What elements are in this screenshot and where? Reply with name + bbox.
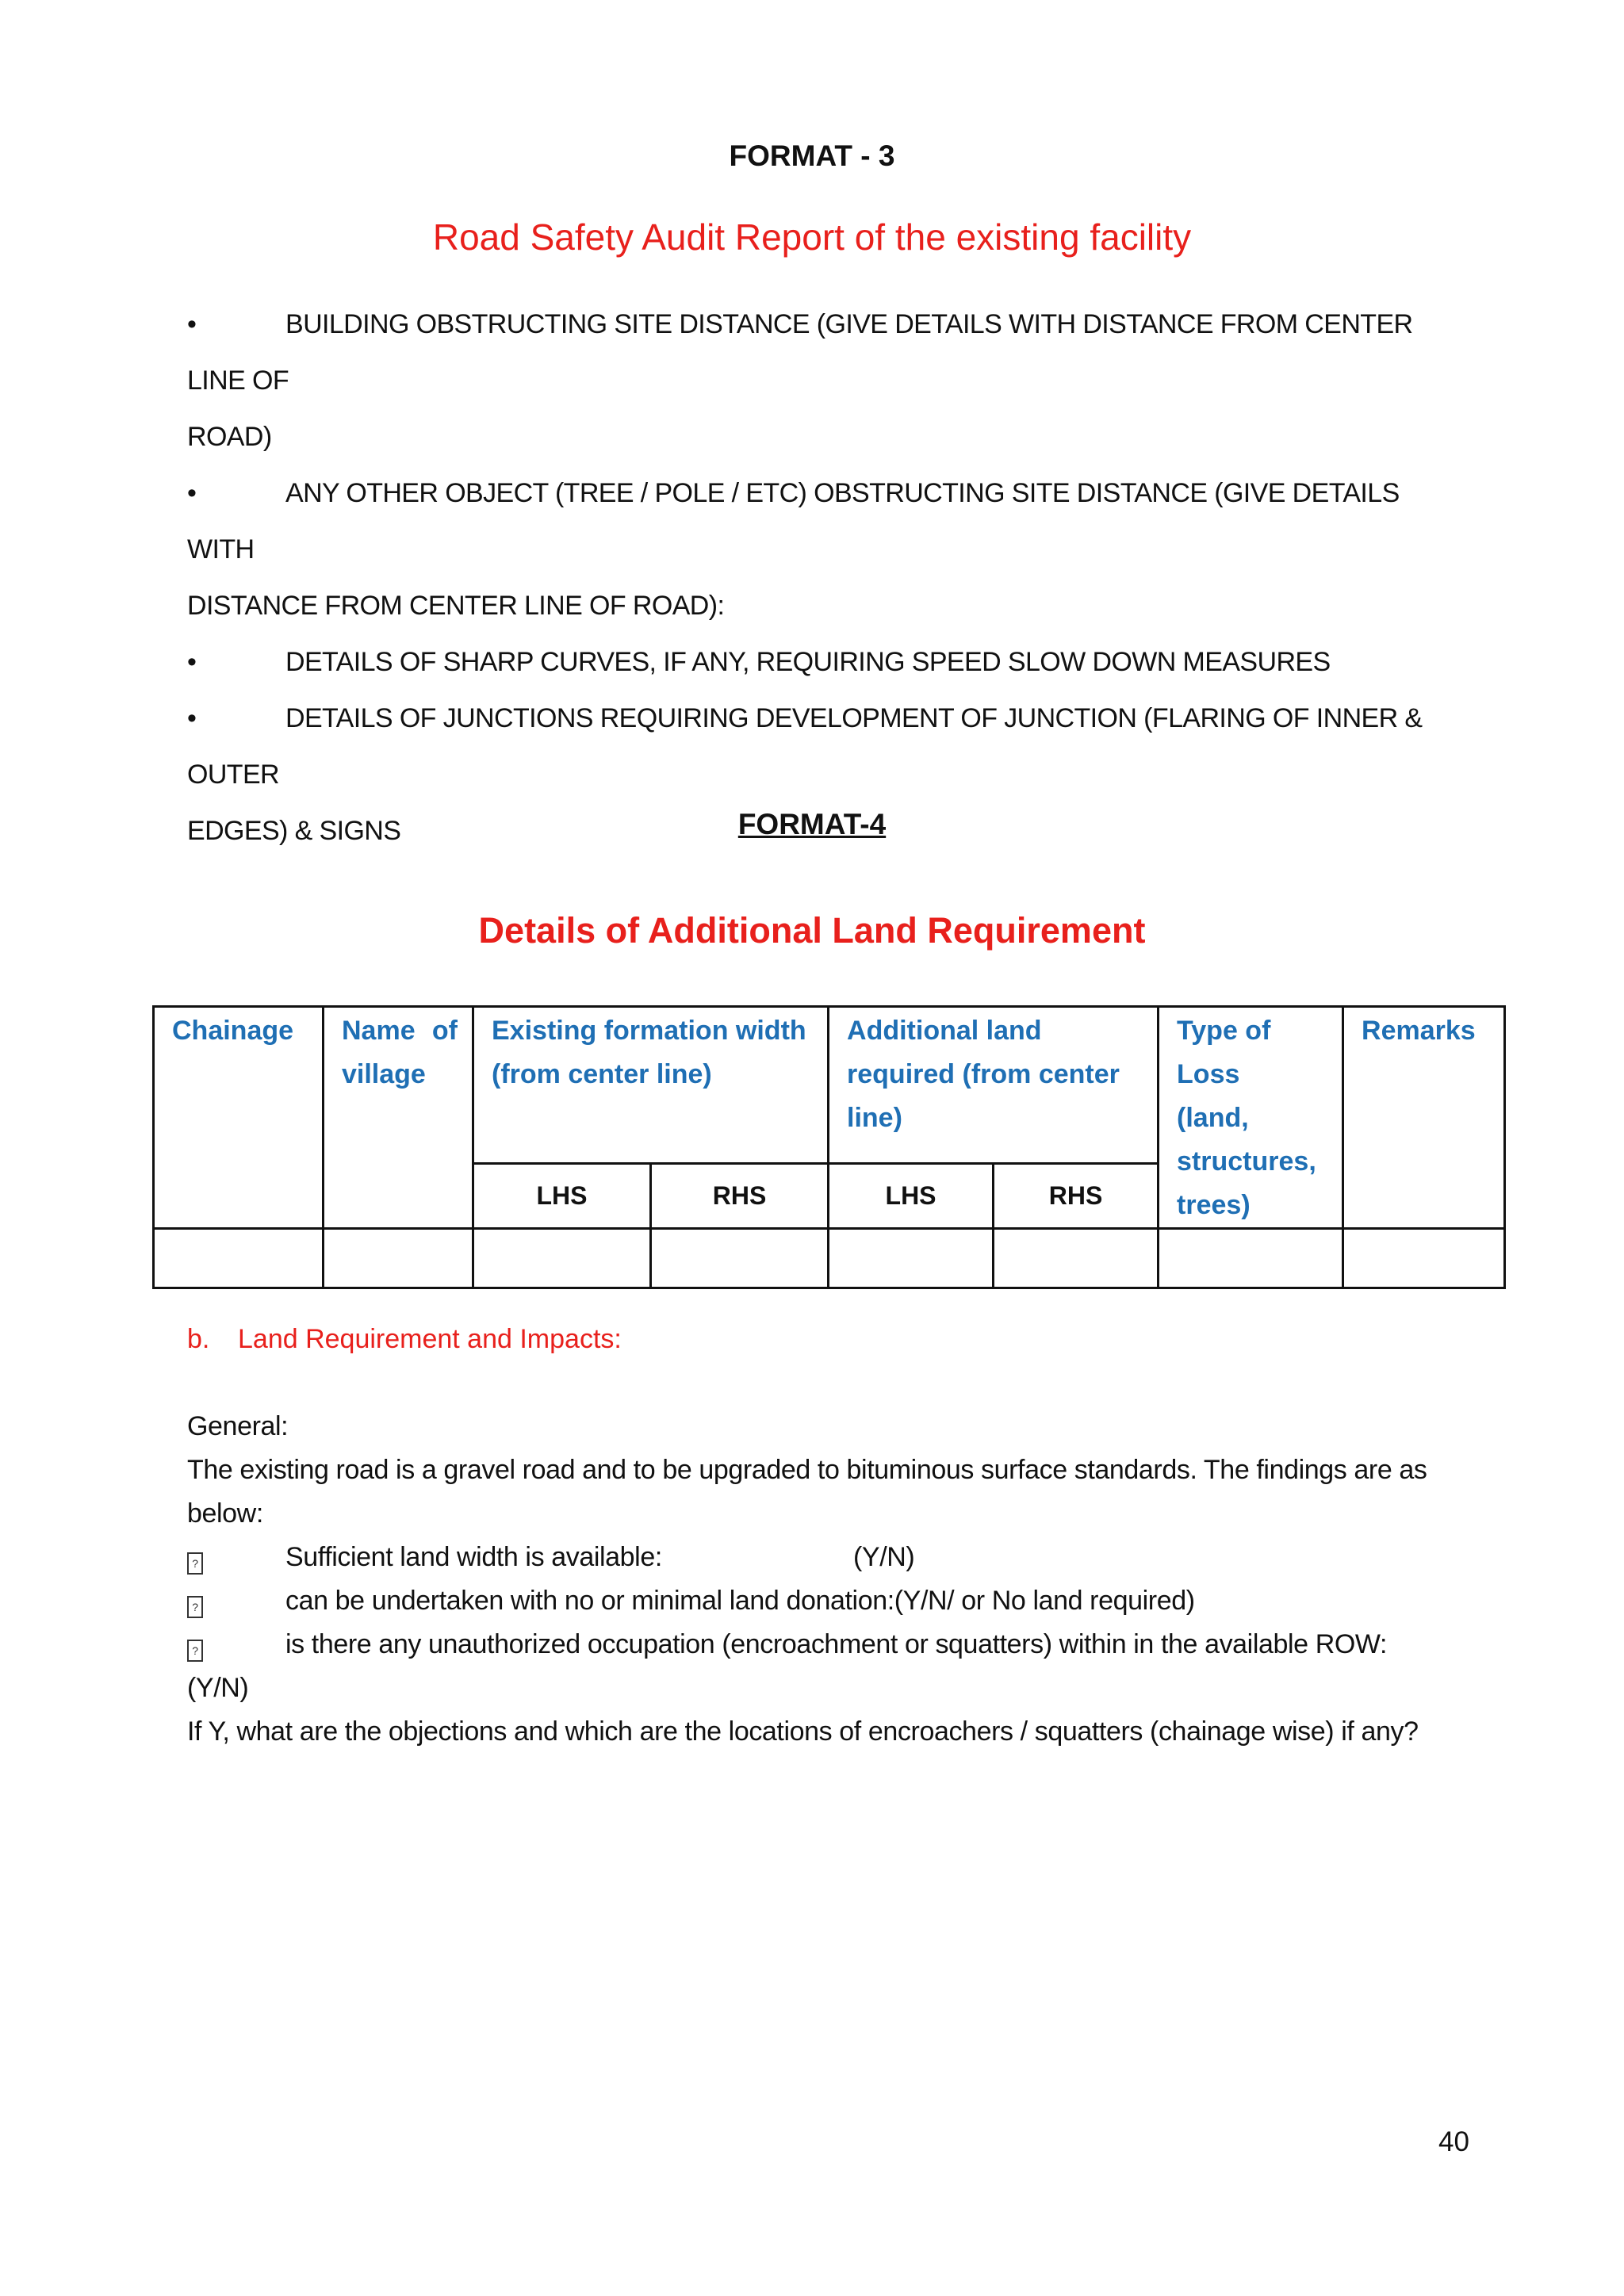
checkbox-icon[interactable]: ? xyxy=(187,1623,285,1667)
table-cell[interactable] xyxy=(1159,1229,1343,1288)
col-type-of-loss: Type of Loss (land, structures, trees) xyxy=(1159,1007,1343,1229)
bullet-item: • DETAILS OF JUNCTIONS REQUIRING DEVELOPMENT OF JUNCTION (FLARING OF INNER & OUTER xyxy=(187,691,1472,803)
bullet-continuation: ROAD) xyxy=(187,422,272,452)
col-existing-width: Existing formation width (from center line) xyxy=(473,1007,829,1164)
format3-bullet-list xyxy=(187,297,1472,859)
table-row xyxy=(154,1229,1505,1288)
bullet-icon: • xyxy=(187,309,197,339)
check-item: ? Sufficient land width is available: (Y/N) xyxy=(187,1536,1488,1579)
bullet-icon: • xyxy=(187,703,197,733)
table-header-row xyxy=(154,1007,1505,1164)
sub-rhs: RHS xyxy=(651,1164,829,1229)
table-cell[interactable] xyxy=(154,1229,324,1288)
bullet-item: • BUILDING OBSTRUCTING SITE DISTANCE (GIVE DETAILS WITH DISTANCE FROM CENTER LINE OF xyxy=(187,297,1472,409)
col-village: Name of village xyxy=(324,1007,473,1229)
bullet-continuation: DISTANCE FROM CENTER LINE OF ROAD): xyxy=(187,591,725,621)
table-cell[interactable] xyxy=(473,1229,651,1288)
col-remarks: Remarks xyxy=(1343,1007,1505,1229)
intro-line: The existing road is a gravel road and to be upgraded to bituminous surface standards. The findings are as xyxy=(187,1455,1427,1485)
bullet-icon: • xyxy=(187,478,197,508)
sub-lhs: LHS xyxy=(829,1164,994,1229)
check-item: ? is there any unauthorized occupation (encroachment or squatters) within in the available ROW: xyxy=(187,1623,1488,1667)
section-b-body xyxy=(187,1405,1488,1754)
bullet-item: • ANY OTHER OBJECT (TREE / POLE / ETC) OBSTRUCTING SITE DISTANCE (GIVE DETAILS WITH xyxy=(187,465,1472,578)
land-requirement-title: Details of Additional Land Requirement xyxy=(478,910,1146,951)
yn-line: (Y/N) xyxy=(187,1673,249,1703)
check-item: ? can be undertaken with no or minimal land donation:(Y/N/ or No land required) xyxy=(187,1579,1488,1623)
table-cell[interactable] xyxy=(829,1229,994,1288)
table-cell[interactable] xyxy=(1343,1229,1505,1288)
question-line: If Y, what are the objections and which are the locations of encroachers / squatters (chainage wise) if any? xyxy=(187,1716,1419,1747)
road-safety-title: Road Safety Audit Report of the existing facility xyxy=(432,216,1192,258)
format-4-heading: FORMAT-4 xyxy=(737,808,887,840)
bullet-continuation: EDGES) & SIGNS xyxy=(187,816,401,846)
table-cell[interactable] xyxy=(651,1229,829,1288)
checkbox-icon[interactable]: ? xyxy=(187,1536,285,1579)
table-cell[interactable] xyxy=(994,1229,1159,1288)
col-chainage: Chainage xyxy=(154,1007,324,1229)
sub-lhs: LHS xyxy=(473,1164,651,1229)
table-cell[interactable] xyxy=(324,1229,473,1288)
sub-rhs: RHS xyxy=(994,1164,1159,1229)
checkbox-icon[interactable]: ? xyxy=(187,1579,285,1623)
format-3-heading: FORMAT - 3 xyxy=(729,140,895,172)
page-number: 40 xyxy=(1438,2126,1469,2157)
bullet-icon: • xyxy=(187,647,197,677)
general-label: General: xyxy=(187,1411,289,1441)
col-additional-land: Additional land required (from center line) xyxy=(829,1007,1159,1164)
section-b-heading: b. Land Requirement and Impacts: xyxy=(187,1324,622,1354)
bullet-item: • DETAILS OF SHARP CURVES, IF ANY, REQUIRING SPEED SLOW DOWN MEASURES xyxy=(187,634,1472,691)
land-requirement-table xyxy=(152,1005,1506,1289)
intro-line: below: xyxy=(187,1498,263,1529)
